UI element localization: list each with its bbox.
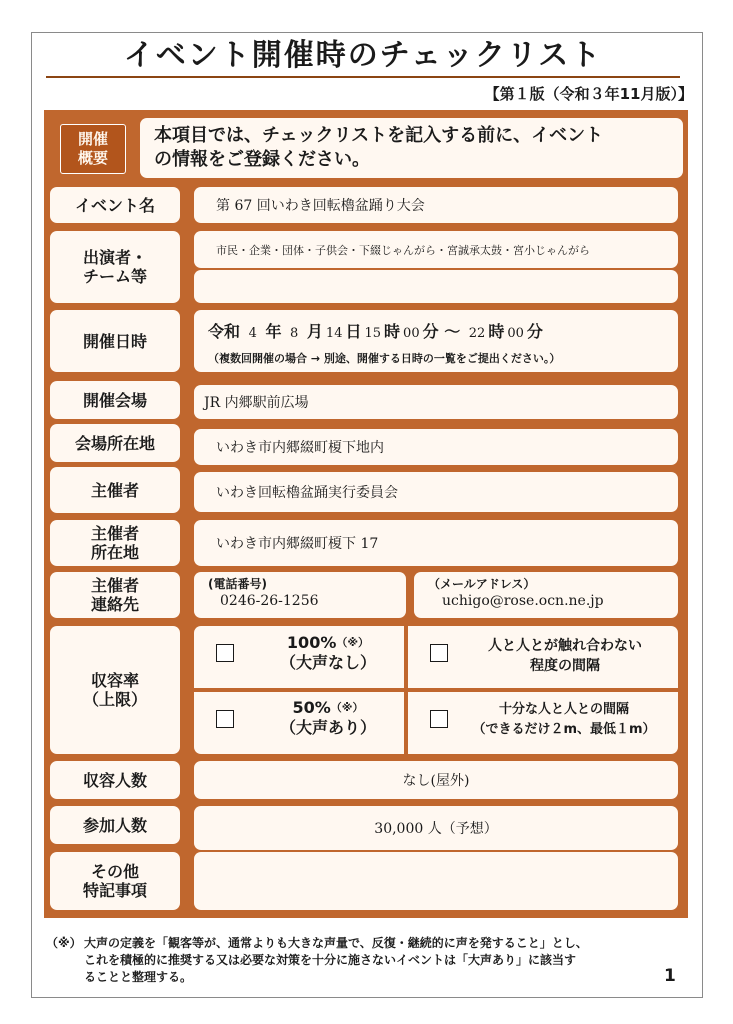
- month-value[interactable]: 8: [290, 326, 299, 341]
- footnote-line1: 大声の定義を「観客等が、通常よりも大きな声量で、反復・継続的に声を発すること」とし、: [84, 936, 588, 950]
- overview-label-line2: 概要: [77, 149, 108, 167]
- min-label: 分: [422, 322, 439, 341]
- capacity-50-label: 50%: [292, 698, 331, 717]
- datetime-label: 開催日時: [50, 310, 180, 372]
- email-field[interactable]: [414, 572, 678, 618]
- month-label: 月: [306, 322, 323, 341]
- footnote-mark: （※）: [46, 936, 82, 950]
- venue-field[interactable]: JR 内郷駅前広場: [194, 385, 678, 419]
- capacity-divider-horizontal: [194, 688, 678, 692]
- venue-address-field[interactable]: いわき市内郷綴町榎下地内: [194, 429, 678, 465]
- capacity-100-mark: （※）: [336, 636, 370, 649]
- event-name-field[interactable]: 第 67 回いわき回転櫓盆踊り大会: [194, 187, 678, 223]
- footnote: [46, 935, 706, 986]
- capacity-label: [50, 626, 180, 754]
- capacity-count-field[interactable]: なし(屋外): [194, 761, 678, 799]
- capacity-spacing-touch-line1: 人と人とが触れ合わない: [488, 638, 642, 654]
- email-value: uchigo@rose.ocn.ne.jp: [442, 593, 604, 609]
- end-min-label: 分: [526, 322, 543, 341]
- page-title: イベント開催時のチェックリスト: [123, 38, 603, 73]
- phone-caption: (電話番号): [208, 577, 267, 591]
- capacity-spacing-touch-line2: 程度の間隔: [530, 658, 600, 674]
- other-notes-label-line2: 特記事項: [82, 881, 147, 900]
- capacity-count-label: 収容人数: [50, 761, 180, 799]
- organizer-address-label: [50, 520, 180, 566]
- footnote-line3: ることと整理する。: [84, 970, 193, 984]
- performers-field-2[interactable]: [194, 270, 678, 303]
- performers-label-line2: チーム等: [82, 267, 147, 286]
- capacity-spacing-distance-line2: （できるだけ２m、最低１m）: [472, 722, 656, 737]
- year-label: 年: [265, 322, 282, 341]
- capacity-spacing-touch-text: [456, 636, 674, 676]
- capacity-50-text: [258, 698, 398, 738]
- performers-label: [50, 231, 180, 303]
- end-hour-value[interactable]: 22: [468, 326, 486, 341]
- phone-field[interactable]: [194, 572, 406, 618]
- overview-text-line2: の情報をご登録ください。: [154, 149, 370, 170]
- attendance-field[interactable]: 30,000 人（予想）: [194, 806, 678, 850]
- capacity-label-line2: （上限）: [82, 690, 147, 709]
- capacity-spacing-distance-line1: 十分な人と人との間隔: [498, 702, 629, 717]
- start-hour-value[interactable]: 15: [364, 326, 382, 341]
- organizer-contact-label-line1: 主催者: [90, 576, 139, 595]
- organizer-address-field[interactable]: いわき市内郷綴町榎下 17: [194, 520, 678, 566]
- capacity-options: [194, 626, 678, 754]
- end-min-value[interactable]: 00: [507, 326, 524, 341]
- other-notes-field[interactable]: [194, 852, 678, 910]
- title-underline: [46, 76, 680, 78]
- venue-label: 開催会場: [50, 381, 180, 419]
- footnote-line2: これを積極的に推奨する又は必要な対策を十分に施さないイベントは「大声あり」に該当す: [84, 953, 577, 967]
- phone-value: 0246-26-1256: [220, 593, 319, 609]
- overview-label: [60, 124, 126, 174]
- era-label: 令和: [208, 322, 241, 341]
- event-name-label: イベント名: [50, 187, 180, 223]
- capacity-spacing-distance-text: [452, 700, 676, 740]
- end-hour-label: 時: [488, 322, 505, 341]
- organizer-field[interactable]: いわき回転櫓盆踊実行委員会: [194, 472, 678, 512]
- capacity-spacing-touch-checkbox[interactable]: [430, 644, 448, 662]
- performers-field[interactable]: 市民・企業・団体・子供会・下綴じゃんがら・宮誠承太鼓・宮小じゃんがら: [194, 231, 678, 268]
- overview-text-line1: 本項目では、チェックリストを記入する前に、イベント: [154, 125, 604, 146]
- day-value[interactable]: 14: [325, 326, 343, 341]
- organizer-contact-label-line2: 連絡先: [90, 595, 139, 614]
- datetime-note: （複数回開催の場合 → 別途、開催する日時の一覧をご提出ください。）: [208, 352, 561, 365]
- performers-label-line1: 出演者・: [82, 248, 147, 267]
- organizer-address-label-line2: 所在地: [90, 543, 139, 562]
- capacity-100-sublabel: （大声なし）: [279, 653, 376, 672]
- attendance-label: 参加人数: [50, 806, 180, 844]
- capacity-100-text: [258, 633, 398, 673]
- tilde-separator: ～: [444, 322, 461, 341]
- version-label: 【第１版（令和３年11月版）】: [484, 85, 693, 103]
- organizer-address-label-line1: 主催者: [90, 524, 139, 543]
- other-notes-label: [50, 852, 180, 910]
- start-min-value[interactable]: 00: [403, 326, 420, 341]
- capacity-label-line1: 収容率: [90, 671, 139, 690]
- page-number: 1: [664, 966, 676, 986]
- capacity-100-checkbox[interactable]: [216, 644, 234, 662]
- organizer-contact-label: [50, 572, 180, 618]
- capacity-50-mark: （※）: [330, 701, 364, 714]
- organizer-label: 主催者: [50, 467, 180, 513]
- capacity-50-checkbox[interactable]: [216, 710, 234, 728]
- capacity-100-label: 100%: [286, 633, 337, 652]
- hour-label: 時: [384, 322, 401, 341]
- overview-text: [140, 118, 683, 178]
- capacity-50-sublabel: （大声あり）: [279, 718, 376, 737]
- capacity-spacing-distance-checkbox[interactable]: [430, 710, 448, 728]
- datetime-line: [208, 320, 678, 346]
- year-value[interactable]: 4: [248, 326, 257, 341]
- datetime-field[interactable]: [194, 310, 678, 372]
- email-caption: （メールアドレス）: [428, 577, 536, 591]
- venue-address-label: 会場所在地: [50, 424, 180, 462]
- other-notes-label-line1: その他: [90, 862, 139, 881]
- overview-label-line1: 開催: [77, 130, 108, 148]
- day-label: 日: [345, 322, 362, 341]
